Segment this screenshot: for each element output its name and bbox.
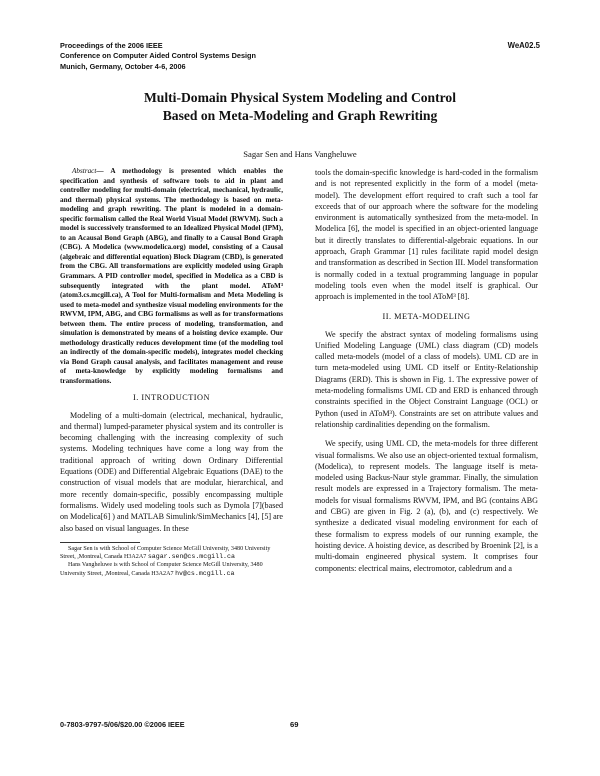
meta-modeling-paragraph-2: We specify, using UML CD, the meta-models for three different visual formalisms. We also use an object-oriented textual formalism, (Modelica), to represent models. The language itself is meta-modeled using Backus-Naur style grammar. Finally, the simulation result models are expressed in a Trajectory formalism. The meta-models for visual formalisms RWVM, IPM, and BG (contains ABG and CBG) are given in Fig. 2 (a), (b), and (c) respectively. We synthesize a dedicated visual modeling environment for each of these formalism to express models of our running example, the hoisting device. A hoisting device, as described by Broenink [2], is a multi-domain engineered physical system. It comprises four components: electrical mains, electromotor, cabledrum and a [315, 439, 538, 573]
right-column [315, 167, 538, 574]
intro-continuation-paragraph: tools the domain-specific knowledge is hard-coded in the formalism and is not represented explicitly in the form of a model (meta-model). The development effort required to craft such a tool far exceeds that of our approach where the software for the modeling environment is automatically synthesized from the meta-model. In Modelica [6], the model is specified in an object-oriented language but it directly translates to differential-algebraic equations. In our approach, Graph Grammar [1] rules facilitate rapid model design and transformation as described in Section III. Model transformation is normally coded in a textual programming language in popular modeling tools even when the model itself is graphical. Our approach is implemented in the tool AToM³ [8]. [315, 168, 538, 302]
title-line-2: Based on Meta-Modeling and Graph Rewriting [162, 108, 438, 123]
paper-title [60, 89, 540, 125]
header-location: Munich, Germany, October 4-6, 2006 [60, 61, 186, 71]
header-conference: Conference on Computer Aided Control Systems Design [60, 51, 256, 61]
intro-paragraph: Modeling of a multi-domain (electrical, mechanical, hydraulic, and thermal) lumped-parameter physical system and its controller is becoming challenging with the increasing complexity of such systems. Modeling techniques have come a long way from the traditional approach of writing down Ordinary Differential Equations (ODE) and Differential Algebraic Equations (DAE) to the construction of visual models that are modular, hierarchical, and more recently domain-specific, possibly encompassing multiple formalisms. Widely used modeling tools such as Dymola [7](based on Modelica[6] ) and MATLAB Simulink/SimMechanics [4], [5] are also based on visual languages. In these [60, 410, 283, 533]
paper-id: WeA02.5 [507, 41, 540, 50]
page-number: 69 [290, 720, 299, 729]
footnote-divider [60, 542, 140, 543]
section-heading-introduction: I. INTRODUCTION [132, 392, 211, 402]
abstract [60, 167, 283, 387]
running-header [60, 41, 256, 72]
section-heading-meta-modeling: II. META-MODELING [382, 311, 471, 321]
header-proceedings: Proceedings of the 2006 IEEE [60, 41, 163, 50]
footer-isbn: 0-7803-9797-5/06/$20.00 ©2006 IEEE [60, 720, 185, 729]
footnote-2-email: hv@cs.mcgill.ca [175, 569, 235, 577]
footnote-2-text: Hans Vangheluwe is with School of Computer Science McGill University, 3480 University Street, ,Montreal, Canada H3A2A7 [60, 562, 263, 577]
footnote-author-2 [60, 562, 283, 578]
footnote-author-1 [60, 546, 283, 562]
left-column [60, 167, 283, 578]
abstract-label: Abstract [72, 167, 97, 175]
title-line-1: Multi-Domain Physical System Modeling and Control [143, 90, 457, 105]
meta-modeling-paragraph-1: We specify the abstract syntax of modeling formalisms using Unified Modeling Language (UML) class diagram (CD) models called meta-models (model of a class of models). UML CD are in turn meta-modeled using UML CD itself or Entity-Relationship Diagrams (ERD). This is shown in Fig. 1. The expressive power of meta-modeling formalisms UML CD and ERD is enhanced through constraints specified in the Object Constraint Language (OCL) or Python (used in AToM³). Constraints are set on attribute values and relationship cardinalities depending on the formalism. [315, 329, 538, 429]
footnote-1-email: sagar.sen@cs.mcgill.ca [147, 553, 235, 561]
footnote-1-text: Sagar Sen is with School of Computer Science McGill University, 3480 University Street, ,Montreal, Canada H3A2A7 [60, 545, 271, 561]
abstract-text: — A methodology is presented which enables the specification and synthesis of software tools to aid in plant and controller modeling for multi-domain (electrical, mechanical, hydraulic, and thermal) physical systems. The methodology is based on meta-modeling and graph rewriting. The plant is modeled in a domain-specific formalism called the Real World Visual Model (RWVM). Such a model is successively transformed to an Idealized Physical Model (IPM), to an Acausal Bond Graph (ABG), and finally to a Causal Bond Graph (CBG). A Modelica (www.modelica.org) model, consisting of a Causal (algebraic and differential equation) Block Diagram (CBD), is generated from the CBG. All transformations are explicitly modeled using Graph Grammars. A PID controller model, specified in Modelica as a CBD is subsequently integrated with the plant model. AToM³ (atom3.cs.mcgill.ca), A Tool for Multi-formalism and Meta Modeling is used to meta-model and synthesize visual modeling environments for the RWVM, IPM, ABG, and CBG formalisms as well as for transformations between them. The entire process of modeling, transformation, and simulation is demonstrated by means of a hoisting device example. Our methodology drastically reduces development time (of the modeling tool an indirectly of the domain-specific models), integrates model checking via Bond Graph causal analysis, and facilitates management and reuse of meta-knowledge by explicitly modeling formalisms and transformations. [60, 167, 283, 386]
author-list: Sagar Sen and Hans Vangheluwe [243, 149, 357, 159]
